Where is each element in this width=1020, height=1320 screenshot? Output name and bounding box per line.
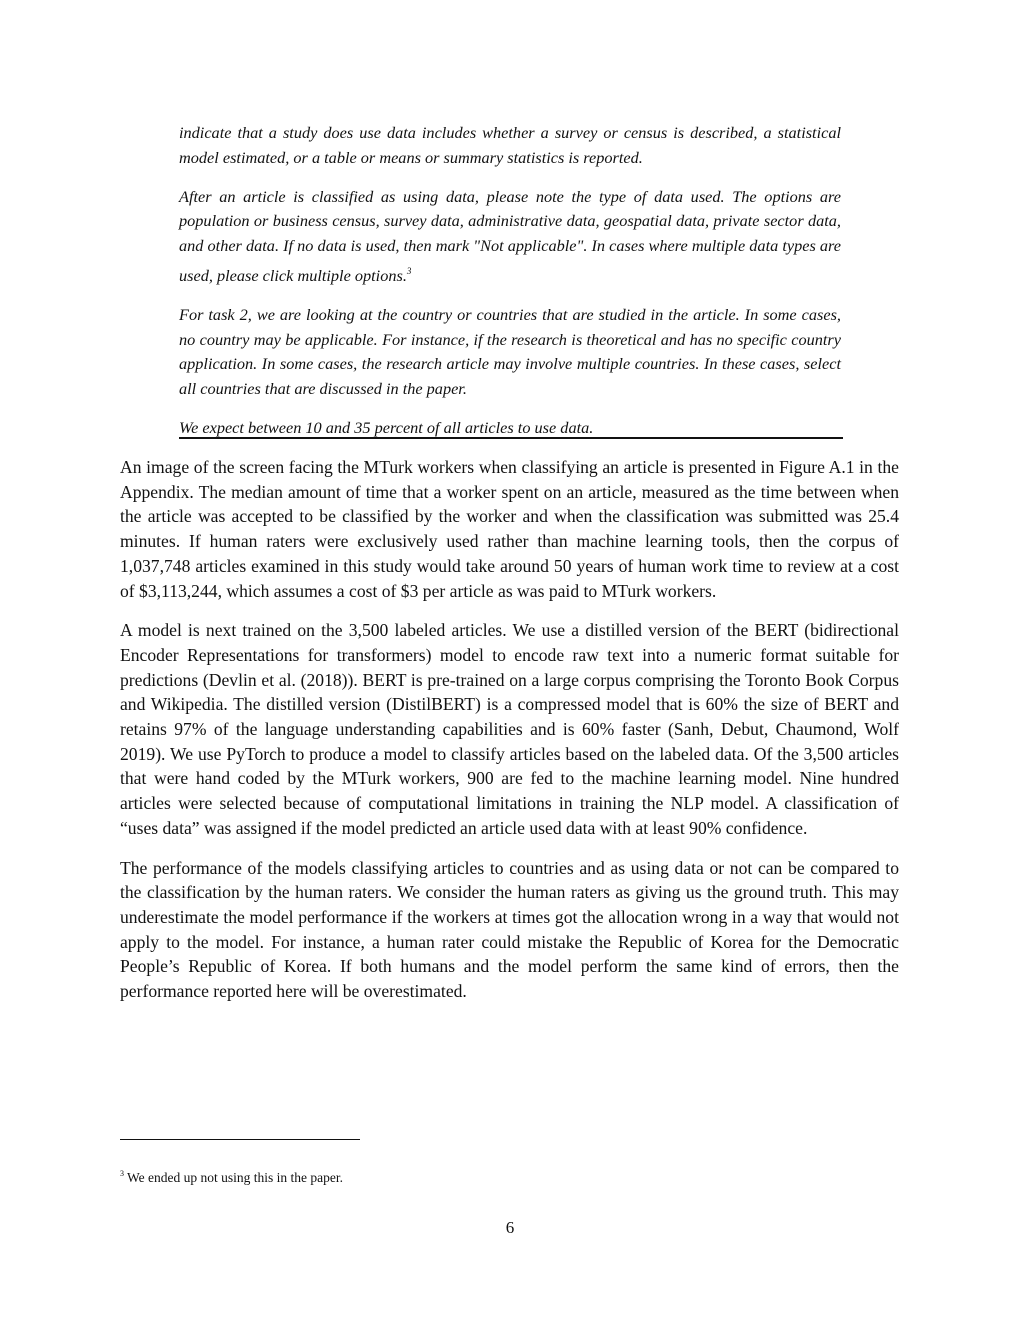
footnote-number: 3 [120, 1169, 124, 1178]
footnote-separator [120, 1139, 360, 1140]
footnote-text: We ended up not using this in the paper. [127, 1170, 343, 1185]
quote-paragraph-1: indicate that a study does use data includes whether a survey or census is described, a statistical model estimated, or a table or means or summary statistics is reported. [179, 123, 841, 167]
quote-paragraph-3: For task 2, we are looking at the country or countries that are studied in the article. In some cases, no country may be applicable. For instance, if the research is theoretical and has no specific country application. In some cases, the research article may involve multiple countries. In these cases, select all countries that are discussed in the paper. [179, 304, 841, 399]
body-paragraph-1: An image of the screen facing the MTurk workers when classifying an article is presented in Figure A.1 in the Appendix. The median amount of time that a worker spent on an article, measured as the time between when the article was accepted to be classified by the worker and when the classification was submitted was 25.4 minutes. If human raters were exclusively used rather than machine learning tools, then the corpus of 1,037,748 articles examined in this study would take around 50 years of human work time to review at a cost of $3,113,244, which assumes a cost of $3 per article as was paid to MTurk workers. [120, 457, 899, 601]
page-number: 6 [505, 1218, 515, 1237]
body-paragraph-2: A model is next trained on the 3,500 labeled articles. We use a distilled version of the BERT (bidirectional Encoder Representations for transformers) model to encode raw text into a numeric format suitable for predictions (Devlin et al. (2018)). BERT is pre-trained on a large corpus comprising the Toronto Book Corpus and Wikipedia. The distilled version (DistilBERT) is a compressed model that is 60% the size of BERT and retains 97% of the language understanding capabilities and is 60% faster (Sanh, Debut, Chaumond, Wolf 2019). We use PyTorch to produce a model to classify articles based on the labeled data. Of the 3,500 articles that were hand coded by the MTurk workers, 900 are fed to the machine learning model. Nine hundred articles were selected because of computational limitations in training the NLP model. A classification of “uses data” was assigned if the model predicted an article used data with at least 90% confidence. [120, 620, 899, 838]
footnote-reference[interactable]: 3 [406, 265, 412, 276]
body-text [120, 455, 899, 1019]
quote-paragraph-2 [179, 185, 841, 289]
quote-paragraph-4: We expect between 10 and 35 percent of all articles to use data. [179, 417, 594, 437]
instructions-quote-block [179, 121, 841, 441]
quote-paragraph-2-text: After an article is classified as using data, please note the type of data used. The options are population or business census, survey data, administrative data, geospatial data, private sector data, and other data. If no data is used, then mark "Not applicable". In cases where multiple data types are used, please click multiple options. [179, 186, 841, 285]
body-paragraph-3: The performance of the models classifying articles to countries and as using data or not can be compared to the classification by the human raters. We consider the human raters as giving us the ground truth. This may underestimate the model performance if the workers at times got the allocation wrong in a way that would not apply to the model. For instance, a human rater could mistake the Republic of Korea for the Democratic People’s Republic of Korea. If both humans and the model perform the same kind of errors, then the performance reported here will be overestimated. [120, 857, 899, 1002]
quote-end-rule [179, 437, 843, 439]
footnote [120, 1165, 820, 1187]
